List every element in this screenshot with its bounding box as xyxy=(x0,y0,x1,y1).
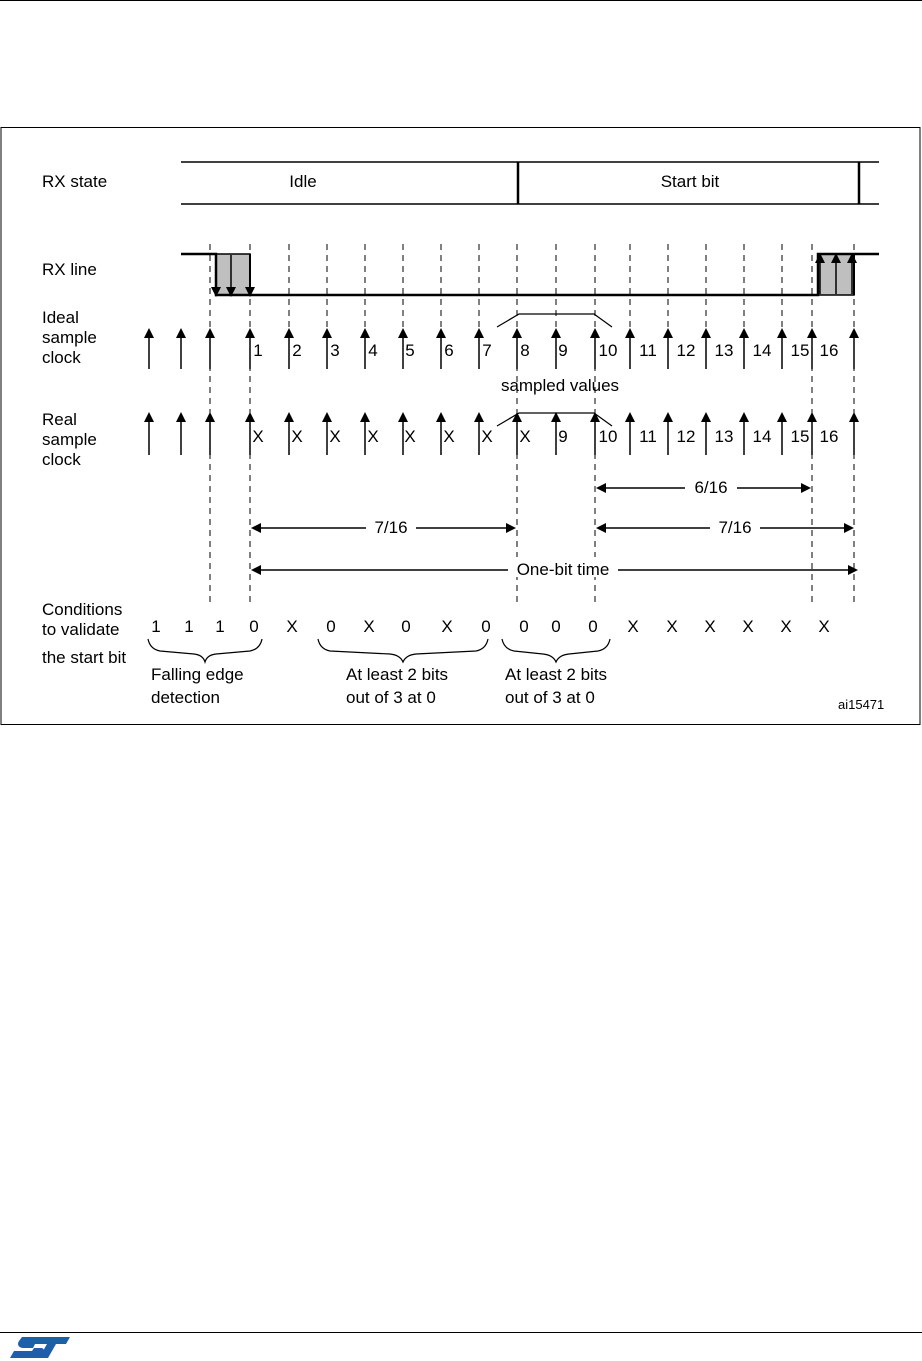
ideal-sample-label-13: 14 xyxy=(752,341,772,360)
label-ideal-2: sample xyxy=(42,328,97,347)
ideal-sample-label-3: 4 xyxy=(368,341,378,360)
measure-7-16-right-label: 7/16 xyxy=(718,518,752,537)
real-clock-labels xyxy=(252,427,838,446)
ideal-sample-label-11: 12 xyxy=(676,341,696,360)
dashed-guides xyxy=(210,244,854,607)
label-cond-2: to validate xyxy=(42,620,120,639)
condition-value-11: 0 xyxy=(551,617,561,636)
sampled-values-label: sampled values xyxy=(500,376,620,395)
real-sample-label-11: 12 xyxy=(676,427,696,446)
real-sample-label-9: 10 xyxy=(598,427,618,446)
group-1-line-2: out of 3 at 0 xyxy=(346,688,436,707)
label-ideal-3: clock xyxy=(42,348,81,367)
condition-value-9: 0 xyxy=(481,617,491,636)
condition-value-4: X xyxy=(286,617,298,636)
ideal-sample-label-0: 1 xyxy=(253,341,263,360)
condition-value-12: 0 xyxy=(588,617,598,636)
condition-value-1: 1 xyxy=(184,617,194,636)
condition-value-5: 0 xyxy=(326,617,336,636)
condition-value-6: X xyxy=(363,617,375,636)
st-logo-shape xyxy=(10,1337,70,1358)
rx-line-waveform xyxy=(181,254,879,295)
ideal-sample-label-5: 6 xyxy=(444,341,454,360)
ideal-sample-label-10: 11 xyxy=(639,341,657,360)
ideal-sample-label-15: 16 xyxy=(819,341,839,360)
transition-shade-falling xyxy=(216,254,250,295)
real-sample-label-5: X xyxy=(443,427,455,446)
timing-diagram xyxy=(0,127,922,725)
measure-7-16-left-label: 7/16 xyxy=(374,518,408,537)
group-1-line-1: At least 2 bits xyxy=(346,665,449,684)
ideal-sample-label-9: 10 xyxy=(598,341,618,360)
timing-diagram-svg xyxy=(0,127,922,725)
real-sample-label-2: X xyxy=(329,427,341,446)
condition-value-8: X xyxy=(441,617,453,636)
real-sample-label-14: 15 xyxy=(790,427,810,446)
label-real-2: sample xyxy=(42,430,97,449)
ideal-sample-label-12: 13 xyxy=(714,341,734,360)
label-rx-line: RX line xyxy=(42,260,97,279)
real-sample-label-7: X xyxy=(519,427,531,446)
real-sample-label-8: 9 xyxy=(558,427,568,446)
measure-one-bit-label: One-bit time xyxy=(516,560,610,579)
ideal-sample-label-4: 5 xyxy=(405,341,415,360)
real-sample-label-3: X xyxy=(367,427,379,446)
condition-value-10: 0 xyxy=(519,617,529,636)
ideal-sample-label-2: 3 xyxy=(330,341,340,360)
condition-value-15: X xyxy=(704,617,716,636)
group-falling-1: Falling edge xyxy=(151,665,244,684)
real-sample-label-13: 14 xyxy=(752,427,772,446)
group-2-line-1: At least 2 bits xyxy=(505,665,608,684)
label-rx-state: RX state xyxy=(42,172,108,191)
bracket-group-2 xyxy=(502,639,610,662)
measure-6-16-label: 6/16 xyxy=(694,478,728,497)
label-real-1: Real xyxy=(42,410,77,429)
label-real-3: clock xyxy=(42,450,81,469)
real-sample-label-0: X xyxy=(252,427,264,446)
bracket-falling-edge xyxy=(148,639,262,662)
ideal-sample-label-7: 8 xyxy=(520,341,530,360)
st-logo-icon xyxy=(8,1335,72,1359)
condition-value-3: 0 xyxy=(249,617,259,636)
condition-value-7: 0 xyxy=(401,617,411,636)
label-cond-3: the start bit xyxy=(42,648,127,667)
ideal-sample-label-6: 7 xyxy=(482,341,492,360)
header-rule xyxy=(0,0,922,1)
bracket-group-1 xyxy=(318,639,488,662)
condition-value-13: X xyxy=(627,617,639,636)
real-sample-label-1: X xyxy=(291,427,303,446)
condition-value-14: X xyxy=(666,617,678,636)
state-start-bit: Start bit xyxy=(660,172,720,191)
condition-value-18: X xyxy=(818,617,830,636)
real-sample-label-4: X xyxy=(404,427,416,446)
condition-value-2: 1 xyxy=(215,617,225,636)
condition-value-16: X xyxy=(742,617,754,636)
real-sample-label-10: 11 xyxy=(639,427,657,446)
ideal-sample-label-8: 9 xyxy=(558,341,568,360)
condition-values xyxy=(151,617,829,636)
ideal-sample-label-1: 2 xyxy=(292,341,302,360)
label-cond-1: Conditions xyxy=(42,600,123,619)
label-ideal-1: Ideal xyxy=(42,308,79,327)
ideal-clock-labels xyxy=(253,341,838,360)
group-2-line-2: out of 3 at 0 xyxy=(505,688,595,707)
group-falling-2: detection xyxy=(151,688,220,707)
real-sample-label-15: 16 xyxy=(819,427,839,446)
real-sample-label-6: X xyxy=(481,427,493,446)
condition-value-0: 1 xyxy=(151,617,161,636)
ideal-sample-label-14: 15 xyxy=(790,341,810,360)
real-sample-label-12: 13 xyxy=(714,427,734,446)
figure-id: ai15471 xyxy=(838,697,885,712)
state-idle: Idle xyxy=(289,172,317,191)
condition-value-17: X xyxy=(780,617,792,636)
footer-rule xyxy=(0,1332,922,1333)
